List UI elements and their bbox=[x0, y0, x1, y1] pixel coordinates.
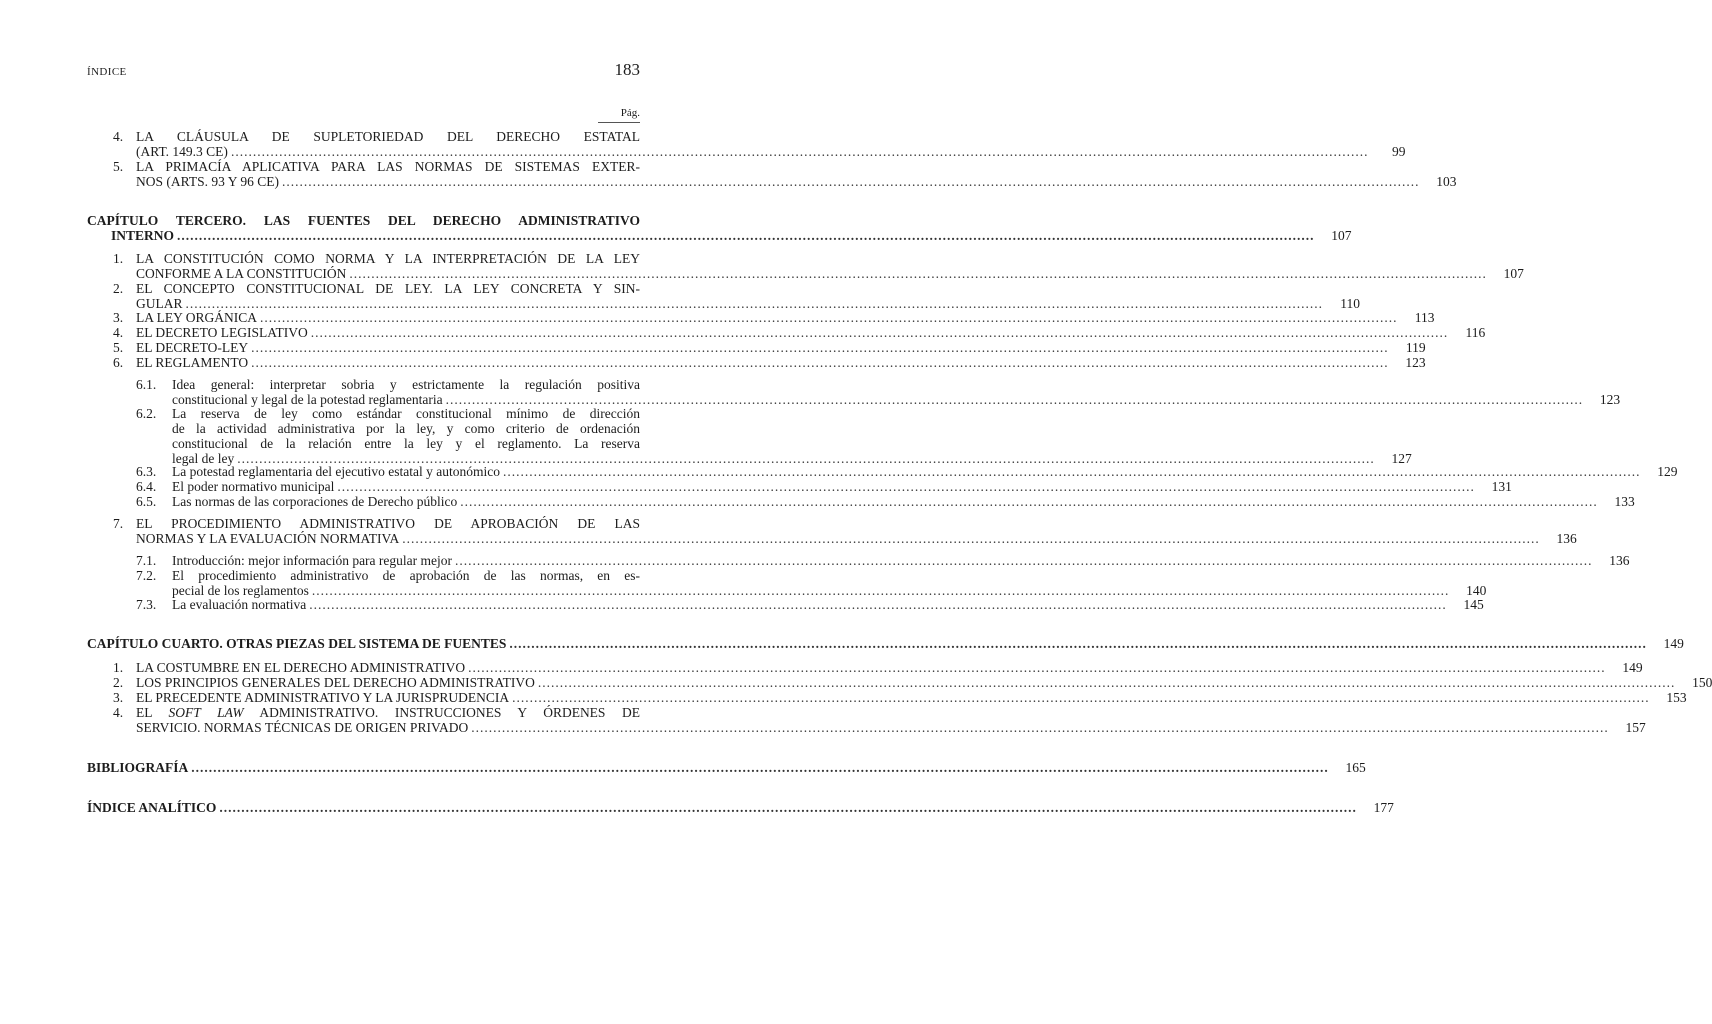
dot-leader: .................................................................................................................................................................................................................................................................... bbox=[445, 392, 1584, 407]
toc-page-number: 136 bbox=[1556, 531, 1577, 546]
dot-leader: .................................................................................................................................................................................................................................................................... bbox=[237, 451, 1375, 466]
dot-leader: .................................................................................................................................................................................................................................................................... bbox=[219, 800, 1357, 815]
dot-leader: .................................................................................................................................................................................................................................................................... bbox=[310, 325, 1449, 340]
toc-entry-el-poder-normativo-municipal bbox=[136, 479, 1512, 494]
toc-entry-la-costumbre-en-el-derecho-administrativ bbox=[113, 660, 1643, 675]
toc-page-number: 136 bbox=[1609, 553, 1630, 568]
toc-entry-title: GULAR bbox=[136, 296, 183, 311]
dot-leader: .................................................................................................................................................................................................................................................................... bbox=[251, 355, 1389, 370]
dot-leader: .................................................................................................................................................................................................................................................................... bbox=[260, 310, 1398, 325]
toc-entry-introduccion-mejor-informacion-para-regu bbox=[136, 553, 1630, 568]
toc-entry-line: El procedimiento administrativo de aprobación de las normas, en es- bbox=[172, 568, 640, 583]
page-column-label: Pág. bbox=[620, 107, 640, 119]
toc-entry-number: 5. bbox=[113, 340, 124, 355]
toc-entry-el-decreto-ley bbox=[113, 340, 1426, 355]
toc-entry-interno bbox=[87, 213, 1352, 243]
toc-page-number: 103 bbox=[1436, 174, 1457, 189]
toc-entry-number: 6.1. bbox=[136, 377, 157, 392]
toc-entry-number: 6.4. bbox=[136, 479, 157, 494]
toc-entry-number: 7. bbox=[113, 516, 124, 531]
dot-leader: .................................................................................................................................................................................................................................................................... bbox=[281, 174, 1420, 189]
toc-entry-number: 6.5. bbox=[136, 494, 157, 509]
toc-entry-la-potestad-reglamentaria-del-ejecutivo- bbox=[136, 464, 1678, 479]
toc-entry-line: LA CLÁUSULA DE SUPLETORIEDAD DEL DERECHO ESTATAL bbox=[136, 129, 640, 144]
dot-leader: .................................................................................................................................................................................................................................................................... bbox=[230, 144, 1369, 159]
dot-leader: .................................................................................................................................................................................................................................................................... bbox=[311, 583, 1450, 598]
page-number: 183 bbox=[614, 60, 640, 79]
toc-page-number: 99 bbox=[1391, 144, 1406, 159]
toc-entry-title: LA LEY ORGÁNICA bbox=[136, 310, 257, 325]
dot-leader: .................................................................................................................................................................................................................................................................... bbox=[512, 690, 1650, 705]
toc-entry-line: CAPÍTULO TERCERO. LAS FUENTES DEL DERECHO ADMINISTRATIVO bbox=[87, 213, 640, 228]
dot-leader: .................................................................................................................................................................................................................................................................... bbox=[509, 636, 1647, 651]
toc-entry-title: CAPÍTULO CUARTO. OTRAS PIEZAS DEL SISTEMA DE FUENTES bbox=[87, 636, 507, 651]
dot-leader: .................................................................................................................................................................................................................................................................... bbox=[251, 340, 1389, 355]
toc-entry-el-precedente-administrativo-y-la-jurisp bbox=[113, 690, 1687, 705]
toc-entry-title: LOS PRINCIPIOS GENERALES DEL DERECHO ADMINISTRATIVO bbox=[136, 675, 535, 690]
toc-entry-title: constitucional y legal de la potestad reglamentaria bbox=[172, 392, 443, 407]
toc-page-number: 153 bbox=[1666, 690, 1687, 705]
toc-entry-title: (ART. 149.3 CE) bbox=[136, 144, 228, 159]
toc-entry-number: 2. bbox=[113, 675, 124, 690]
toc-entry-line: constitucional de la relación entre la ley y el reglamento. La reserva bbox=[172, 436, 640, 451]
toc-entry-line: EL PROCEDIMIENTO ADMINISTRATIVO DE APROBACIÓN DE LAS bbox=[136, 516, 640, 531]
toc-entry-title: ÍNDICE ANALÍTICO bbox=[87, 800, 217, 815]
toc-page-number: 127 bbox=[1391, 451, 1412, 466]
toc-entry-title: LA COSTUMBRE EN EL DERECHO ADMINISTRATIVO bbox=[136, 660, 466, 675]
toc-entry-line: La reserva de ley como estándar constitucional mínimo de dirección bbox=[172, 406, 640, 421]
toc-page-number: 107 bbox=[1331, 228, 1352, 243]
dot-leader: .................................................................................................................................................................................................................................................................... bbox=[537, 675, 1676, 690]
toc-page-number: 133 bbox=[1614, 494, 1635, 509]
toc-page-number: 131 bbox=[1491, 479, 1512, 494]
toc-entry-normas-y-la-evaluacion-normativa bbox=[113, 516, 1577, 546]
toc-page-number: 119 bbox=[1405, 340, 1426, 355]
toc-entry-number: 4. bbox=[113, 129, 124, 144]
toc-entry-title: pecial de los reglamentos bbox=[172, 583, 309, 598]
toc-page-number: 116 bbox=[1465, 325, 1486, 340]
dot-leader: .................................................................................................................................................................................................................................................................... bbox=[503, 464, 1641, 479]
toc-entry-title: La potestad reglamentaria del ejecutivo estatal y autonómico bbox=[172, 464, 500, 479]
running-header-title: ÍNDICE bbox=[87, 66, 127, 78]
toc-entry-art-149-3-ce bbox=[113, 129, 1406, 159]
toc-entry-number: 4. bbox=[113, 325, 124, 340]
page-column-rule bbox=[598, 122, 640, 123]
toc-page-number: 129 bbox=[1657, 464, 1678, 479]
toc-entry-number: 3. bbox=[113, 310, 124, 325]
toc-entry-number: 7.1. bbox=[136, 553, 157, 568]
dot-leader: .................................................................................................................................................................................................................................................................... bbox=[455, 553, 1593, 568]
toc-entry-number: 3. bbox=[113, 690, 124, 705]
dot-leader: .................................................................................................................................................................................................................................................................... bbox=[177, 228, 1315, 243]
toc-entry-number: 7.3. bbox=[136, 597, 157, 612]
toc-entry-line: EL CONCEPTO CONSTITUCIONAL DE LEY. LA LEY CONCRETA Y SIN- bbox=[136, 281, 640, 296]
toc-entry-nos-arts-93-y-96-ce bbox=[113, 159, 1457, 189]
toc-entry-conforme-a-la-constitucion bbox=[113, 251, 1524, 281]
dot-leader: .................................................................................................................................................................................................................................................................... bbox=[468, 660, 1606, 675]
toc-page-number: 150 bbox=[1692, 675, 1712, 690]
toc-entry-title: SERVICIO. NORMAS TÉCNICAS DE ORIGEN PRIVADO bbox=[136, 720, 469, 735]
toc-entry-number: 1. bbox=[113, 660, 124, 675]
toc-page-number: 177 bbox=[1373, 800, 1394, 815]
dot-leader: .................................................................................................................................................................................................................................................................... bbox=[185, 296, 1323, 311]
dot-leader: .................................................................................................................................................................................................................................................................... bbox=[402, 531, 1540, 546]
toc-entry-servicio-normas-tecnicas-de-origen-priva bbox=[113, 705, 1646, 735]
toc-entry-number: 6.3. bbox=[136, 464, 157, 479]
toc-entry-number: 5. bbox=[113, 159, 124, 174]
toc-entry-bibliografia bbox=[87, 760, 1366, 775]
toc-page-number: 110 bbox=[1340, 296, 1360, 311]
toc-page-number: 157 bbox=[1625, 720, 1646, 735]
toc-entry-gular bbox=[113, 281, 1360, 311]
toc-entry-constitucional-y-legal-de-la-potestad-re bbox=[136, 377, 1621, 407]
dot-leader: .................................................................................................................................................................................................................................................................... bbox=[191, 760, 1329, 775]
dot-leader: .................................................................................................................................................................................................................................................................... bbox=[460, 494, 1598, 509]
toc-entry-number: 7.2. bbox=[136, 568, 157, 583]
toc-entry-line: LA CONSTITUCIÓN COMO NORMA Y LA INTERPRETACIÓN DE LA LEY bbox=[136, 251, 640, 266]
toc-entry-title: legal de ley bbox=[172, 451, 235, 466]
toc-entry-las-normas-de-las-corporaciones-de-derec bbox=[136, 494, 1635, 509]
toc-entry-number: 4. bbox=[113, 705, 124, 720]
toc-entry-los-principios-generales-del-derecho-adm bbox=[113, 675, 1712, 690]
toc-entry-la-evaluacion-normativa bbox=[136, 597, 1484, 612]
toc-entry-number: 1. bbox=[113, 251, 124, 266]
toc-entry-legal-de-ley bbox=[136, 406, 1412, 466]
toc-entry-title: Introducción: mejor información para regular mejor bbox=[172, 553, 453, 568]
toc-entry-title: INTERNO bbox=[111, 228, 175, 243]
toc-page-number: 123 bbox=[1405, 355, 1426, 370]
toc-entry-indice-analitico bbox=[87, 800, 1394, 815]
toc-entry-el-reglamento bbox=[113, 355, 1426, 370]
toc-entry-line: Idea general: interpretar sobria y estrictamente la regulación positiva bbox=[172, 377, 640, 392]
dot-leader: .................................................................................................................................................................................................................................................................... bbox=[349, 266, 1487, 281]
toc-entry-number: 2. bbox=[113, 281, 124, 296]
dot-leader: .................................................................................................................................................................................................................................................................... bbox=[309, 597, 1447, 612]
toc-entry-pecial-de-los-reglamentos bbox=[136, 568, 1487, 598]
toc-entry-title: NORMAS Y LA EVALUACIÓN NORMATIVA bbox=[136, 531, 400, 546]
toc-entry-capitulo-cuarto-otras-piezas-del-sistema bbox=[87, 636, 1684, 651]
toc-page-number: 149 bbox=[1622, 660, 1643, 675]
toc-entry-number: 6.2. bbox=[136, 406, 157, 421]
toc-entry-line: LA PRIMACÍA APLICATIVA PARA LAS NORMAS DE SISTEMAS EXTER- bbox=[136, 159, 640, 174]
toc-entry-title: EL DECRETO LEGISLATIVO bbox=[136, 325, 308, 340]
toc-entry-title: El poder normativo municipal bbox=[172, 479, 335, 494]
dot-leader: .................................................................................................................................................................................................................................................................... bbox=[337, 479, 1475, 494]
toc-entry-title: BIBLIOGRAFÍA bbox=[87, 760, 189, 775]
toc-entry-title: La evaluación normativa bbox=[172, 597, 307, 612]
toc-page-number: 107 bbox=[1503, 266, 1524, 281]
toc-page-number: 113 bbox=[1414, 310, 1435, 325]
toc-entry-line: EL SOFT LAW ADMINISTRATIVO. INSTRUCCIONES Y ÓRDENES DE bbox=[136, 705, 640, 720]
toc-entry-title: CONFORME A LA CONSTITUCIÓN bbox=[136, 266, 347, 281]
dot-leader: .................................................................................................................................................................................................................................................................... bbox=[471, 720, 1609, 735]
toc-entry-number: 6. bbox=[113, 355, 124, 370]
toc-entry-el-decreto-legislativo bbox=[113, 325, 1486, 340]
toc-page-number: 140 bbox=[1466, 583, 1487, 598]
toc-entry-la-ley-organica bbox=[113, 310, 1435, 325]
toc-page-number: 165 bbox=[1345, 760, 1366, 775]
toc-entry-title: EL DECRETO-LEY bbox=[136, 340, 249, 355]
toc-page-number: 149 bbox=[1663, 636, 1684, 651]
toc-entry-line: de la actividad administrativa por la ley, y como criterio de ordenación bbox=[172, 421, 640, 436]
toc-entry-title: NOS (ARTS. 93 Y 96 CE) bbox=[136, 174, 279, 189]
toc-entry-title: EL REGLAMENTO bbox=[136, 355, 249, 370]
toc-page-number: 123 bbox=[1599, 392, 1621, 407]
toc-page-number: 145 bbox=[1463, 597, 1484, 612]
toc-entry-title: EL PRECEDENTE ADMINISTRATIVO Y LA JURISPRUDENCIA bbox=[136, 690, 510, 705]
toc-entry-title: Las normas de las corporaciones de Derecho público bbox=[172, 494, 458, 509]
